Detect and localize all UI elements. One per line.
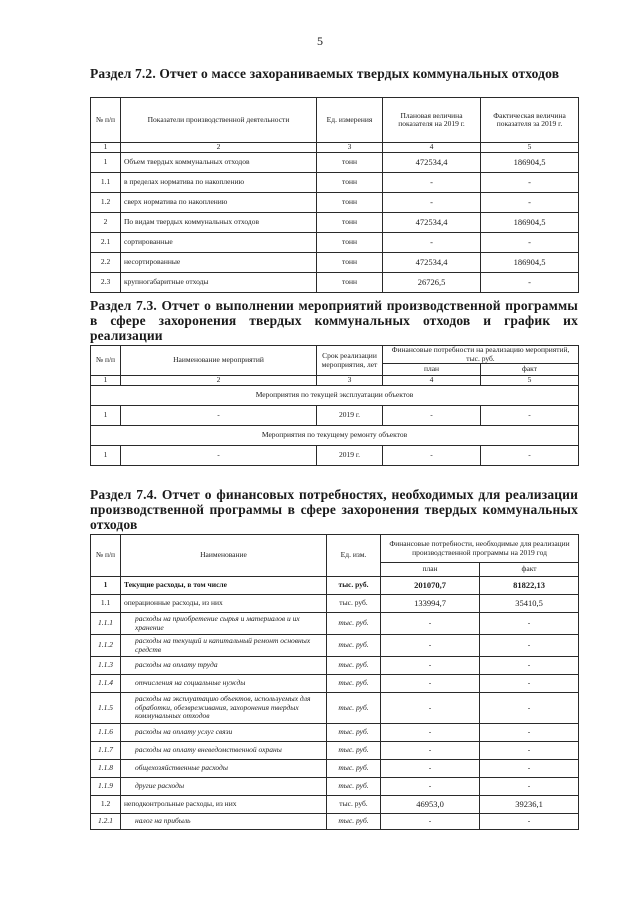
- row-unit: тыс. руб.: [327, 595, 381, 613]
- row-plan: -: [383, 445, 481, 465]
- row-fact: -: [480, 778, 579, 796]
- row-label: другие расходы: [121, 778, 327, 796]
- row-plan: -: [383, 172, 481, 192]
- row-label: -: [121, 405, 317, 425]
- row-num: 1: [91, 152, 121, 172]
- table-row: [91, 445, 579, 465]
- row-fact: -: [480, 635, 579, 657]
- col-number: 4: [383, 376, 481, 386]
- row-plan: -: [381, 814, 480, 830]
- section-7-2-title: Раздел 7.2. Отчет о массе захораниваемых твердых коммунальных отходов: [90, 66, 560, 81]
- row-plan: -: [381, 760, 480, 778]
- table-row: [91, 577, 579, 595]
- row-unit: тонн: [317, 172, 383, 192]
- row-plan: -: [381, 675, 480, 693]
- row-unit: тонн: [317, 192, 383, 212]
- row-unit: тыс. руб.: [327, 814, 381, 830]
- col-number: 1: [91, 143, 121, 153]
- col-header: № п/п: [91, 98, 121, 143]
- row-label: отчисления на социальные нужды: [121, 675, 327, 693]
- col-header: Фактическая величина показателя за 2019 г.: [481, 98, 579, 143]
- col-header: Срок реализации мероприятия, лет: [317, 346, 383, 376]
- row-fact: 35410,5: [480, 595, 579, 613]
- row-num: 1.1.8: [91, 760, 121, 778]
- col-header-fact: факт: [480, 563, 579, 577]
- col-header: Показатели производственной деятельности: [121, 98, 317, 143]
- col-number: 5: [481, 376, 579, 386]
- row-plan: -: [381, 693, 480, 724]
- section-7-3-title: Раздел 7.3. Отчет о выполнении мероприятий производственной программы в сфере захоронения твердых коммунальных отходов и график их реализации: [90, 298, 578, 343]
- row-label: расходы на эксплуатацию объектов, используемых для обработки, обезвреживания, захоронения твердых коммунальных отходов: [121, 693, 327, 724]
- row-unit: тыс. руб.: [327, 693, 381, 724]
- col-header-fact: факт: [481, 364, 579, 376]
- table-7-3: [90, 345, 579, 466]
- row-label: -: [121, 445, 317, 465]
- table-row: [91, 192, 579, 212]
- row-label: операционные расходы, из них: [121, 595, 327, 613]
- row-label: Текущие расходы, в том числе: [121, 577, 327, 595]
- col-header: Ед. изм.: [327, 535, 381, 577]
- row-unit: тыс. руб.: [327, 796, 381, 814]
- row-plan: -: [383, 192, 481, 212]
- row-plan: 201070,7: [381, 577, 480, 595]
- row-num: 1: [91, 577, 121, 595]
- col-number: 3: [317, 143, 383, 153]
- table-row: [91, 760, 579, 778]
- row-unit: тыс. руб.: [327, 778, 381, 796]
- row-unit: тыс. руб.: [327, 760, 381, 778]
- row-unit: тыс. руб.: [327, 657, 381, 675]
- row-label: Объем твердых коммунальных отходов: [121, 152, 317, 172]
- row-plan: -: [381, 724, 480, 742]
- table-row: [91, 657, 579, 675]
- col-number: 2: [121, 376, 317, 386]
- table-row: [91, 252, 579, 272]
- table-row: [91, 724, 579, 742]
- col-number: 4: [383, 143, 481, 153]
- row-fact: -: [481, 232, 579, 252]
- row-fact: -: [481, 192, 579, 212]
- row-unit: тонн: [317, 252, 383, 272]
- section-7-4-title: Раздел 7.4. Отчет о финансовых потребностях, необходимых для реализации производственной программы в сфере захоронения твердых коммунальных отходов: [90, 487, 578, 532]
- row-plan: 472534,4: [383, 212, 481, 232]
- table-row: [91, 693, 579, 724]
- row-unit: тыс. руб.: [327, 742, 381, 760]
- col-number: 2: [121, 143, 317, 153]
- row-fact: -: [480, 693, 579, 724]
- table-row: [91, 742, 579, 760]
- row-num: 1: [91, 405, 121, 425]
- table-row: [91, 405, 579, 425]
- table-row: [91, 613, 579, 635]
- row-plan: -: [381, 657, 480, 675]
- row-unit: тыс. руб.: [327, 724, 381, 742]
- col-header: Ед. измерения: [317, 98, 383, 143]
- row-fact: -: [480, 760, 579, 778]
- row-label: неподконтрольные расходы, из них: [121, 796, 327, 814]
- row-num: 1.1: [91, 595, 121, 613]
- row-num: 2.2: [91, 252, 121, 272]
- row-label: сортированные: [121, 232, 317, 252]
- row-label: расходы на оплату вневедомственной охраны: [121, 742, 327, 760]
- table-row: [91, 675, 579, 693]
- page-number: 5: [317, 34, 323, 48]
- row-label: расходы на текущий и капитальный ремонт основных средств: [121, 635, 327, 657]
- row-label: расходы на оплату труда: [121, 657, 327, 675]
- table-row: [91, 796, 579, 814]
- row-num: 1: [91, 445, 121, 465]
- row-fact: -: [481, 445, 579, 465]
- row-fact: 186904,5: [481, 252, 579, 272]
- col-header: № п/п: [91, 346, 121, 376]
- row-num: 1.1.4: [91, 675, 121, 693]
- row-num: 1.1.2: [91, 635, 121, 657]
- col-header: Наименование: [121, 535, 327, 577]
- row-plan: -: [381, 635, 480, 657]
- row-num: 2.3: [91, 272, 121, 292]
- row-plan: 46953,0: [381, 796, 480, 814]
- group-row: Мероприятия по текущей эксплуатации объектов: [91, 385, 579, 405]
- row-unit: тонн: [317, 212, 383, 232]
- table-7-2: [90, 97, 579, 293]
- row-label: сверх норматива по накоплению: [121, 192, 317, 212]
- row-plan: -: [381, 613, 480, 635]
- row-label: налог на прибыль: [121, 814, 327, 830]
- row-plan: 472534,4: [383, 152, 481, 172]
- row-num: 1.1.9: [91, 778, 121, 796]
- col-header-plan: план: [381, 563, 480, 577]
- row-num: 1.1.3: [91, 657, 121, 675]
- row-label: крупногабаритные отходы: [121, 272, 317, 292]
- row-label: в пределах норматива по накоплению: [121, 172, 317, 192]
- row-plan: -: [381, 778, 480, 796]
- row-num: 2: [91, 212, 121, 232]
- row-fact: 39236,1: [480, 796, 579, 814]
- row-fact: -: [481, 272, 579, 292]
- row-fact: -: [480, 613, 579, 635]
- col-number: 3: [317, 376, 383, 386]
- row-plan: 472534,4: [383, 252, 481, 272]
- group-row: Мероприятия по текущему ремонту объектов: [91, 425, 579, 445]
- table-row: [91, 778, 579, 796]
- col-number: 5: [481, 143, 579, 153]
- table-row: [91, 212, 579, 232]
- row-fact: -: [480, 724, 579, 742]
- col-number: 1: [91, 376, 121, 386]
- col-header: № п/п: [91, 535, 121, 577]
- row-plan: -: [383, 232, 481, 252]
- row-fact: -: [480, 675, 579, 693]
- row-num: 1.1.7: [91, 742, 121, 760]
- row-num: 1.2: [91, 796, 121, 814]
- row-term: 2019 г.: [317, 405, 383, 425]
- col-header-plan: план: [383, 364, 481, 376]
- row-unit: тонн: [317, 152, 383, 172]
- row-fact: -: [481, 172, 579, 192]
- row-plan: 133994,7: [381, 595, 480, 613]
- row-unit: тыс. руб.: [327, 577, 381, 595]
- row-num: 1.2.1: [91, 814, 121, 830]
- row-fact: -: [480, 742, 579, 760]
- row-unit: тыс. руб.: [327, 675, 381, 693]
- row-unit: тыс. руб.: [327, 635, 381, 657]
- table-row: [91, 232, 579, 252]
- row-fact: 186904,5: [481, 212, 579, 232]
- table-row: [91, 595, 579, 613]
- table-row: [91, 635, 579, 657]
- row-fact: -: [480, 657, 579, 675]
- row-term: 2019 г.: [317, 445, 383, 465]
- row-num: 1.1: [91, 172, 121, 192]
- row-label: несортированные: [121, 252, 317, 272]
- row-unit: тонн: [317, 232, 383, 252]
- row-fact: -: [480, 814, 579, 830]
- row-plan: 26726,5: [383, 272, 481, 292]
- row-unit: тыс. руб.: [327, 613, 381, 635]
- row-num: 1.1.5: [91, 693, 121, 724]
- row-label: По видам твердых коммунальных отходов: [121, 212, 317, 232]
- row-fact: 81822,13: [480, 577, 579, 595]
- row-label: расходы на приобретение сырья и материалов и их хранение: [121, 613, 327, 635]
- row-num: 1.2: [91, 192, 121, 212]
- row-plan: -: [381, 742, 480, 760]
- table-7-4: [90, 534, 579, 830]
- row-fact: 186904,5: [481, 152, 579, 172]
- table-row: [91, 272, 579, 292]
- col-header: Наименование мероприятий: [121, 346, 317, 376]
- col-header: Финансовые потребности на реализацию мероприятий, тыс. руб.: [383, 346, 579, 364]
- table-row: [91, 172, 579, 192]
- row-unit: тонн: [317, 272, 383, 292]
- table-row: [91, 152, 579, 172]
- row-plan: -: [383, 405, 481, 425]
- table-row: [91, 814, 579, 830]
- row-fact: -: [481, 405, 579, 425]
- row-num: 1.1.6: [91, 724, 121, 742]
- row-num: 2.1: [91, 232, 121, 252]
- row-label: общехозяйственные расходы: [121, 760, 327, 778]
- col-header: Плановая величина показателя на 2019 г.: [383, 98, 481, 143]
- row-label: расходы на оплату услуг связи: [121, 724, 327, 742]
- row-num: 1.1.1: [91, 613, 121, 635]
- col-header: Финансовые потребности, необходимые для реализации производственной программы на 2019 год: [381, 535, 579, 563]
